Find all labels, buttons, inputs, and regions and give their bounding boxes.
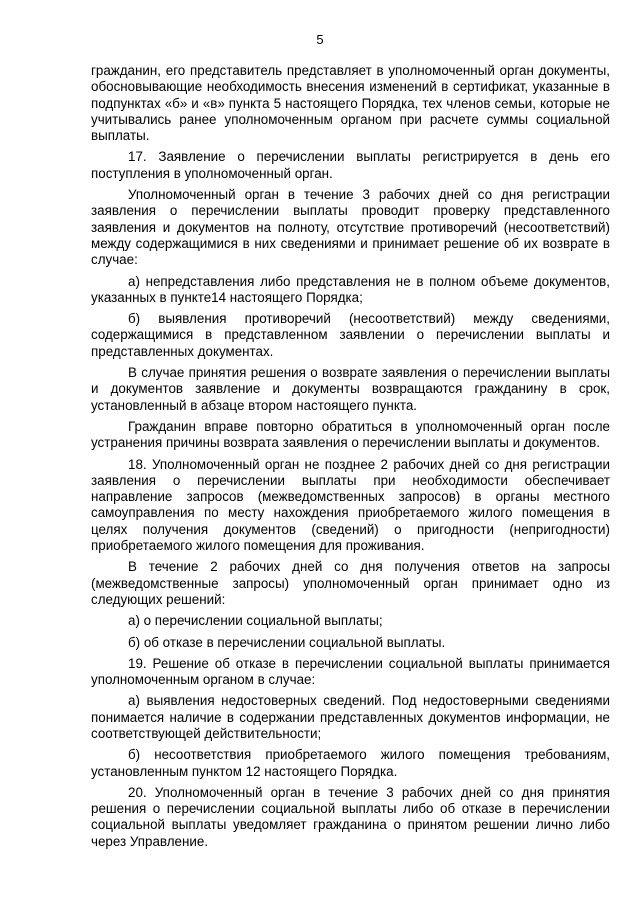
paragraph-item-17: 17. Заявление о перечислении выплаты регистрируется в день его поступления в уполномоченный орган. <box>91 149 610 181</box>
paragraph: Гражданин вправе повторно обратиться в уполномоченный орган после устранения причины возврата заявления о перечислении выплаты и документов. <box>91 418 610 451</box>
document-body <box>91 63 610 855</box>
paragraph-item-18: 18. Уполномоченный орган не позднее 2 рабочих дней со дня регистрации заявления о перечислении выплаты при необходимости обеспечивает направление запросов (межведомственных запросов) в органы местного самоуправления по месту нахождения приобретаемого жилого помещения в целях получения документов (сведений) о пригодности (непригодности) приобретаемого жилого помещения для проживания. <box>91 456 610 554</box>
page-number: 5 <box>316 32 324 47</box>
paragraph: В течение 2 рабочих дней со дня получения ответов на запросы (межведомственные запросы) уполномоченный орган принимает одно из следующих решений: <box>91 559 610 607</box>
paragraph-subitem-b: б) об отказе в перечислении социальной выплаты. <box>128 634 446 650</box>
paragraph-subitem-a: а) выявления недостоверных сведений. Под недостоверными сведениями понимается наличие в содержании представленных документов информации, не соответствующей действительности; <box>91 693 610 741</box>
paragraph-subitem-a: а) непредставления либо представления не в полном объеме документов, указанных в пункте14 настоящего Порядка; <box>91 273 610 305</box>
paragraph-continuation: гражданин, его представитель представляет в уполномоченный орган документы, обосновывающие необходимость внесения изменений в сертификат, указанные в подпунктах «б» и «в» пункта 5 настоящего Порядка, тех членов семьи, которые не учитывались ранее уполномоченным органом при расчете суммы социальной выплаты. <box>91 63 610 144</box>
paragraph: Уполномоченный орган в течение 3 рабочих дней со дня регистрации заявления о перечислении выплаты проводит проверку представленного заявления и документов на полноту, отсутствие противоречий (несоответствий) между содержащимися в них сведениями и принимает решение об их возврате в случае: <box>91 187 610 268</box>
paragraph-item-20: 20. Уполномоченный орган в течение 3 рабочих дней со дня принятия решения о перечислении социальной выплаты либо об отказе в перечислении социальной выплаты уведомляет гражданина о принятом решении лично либо через Управление. <box>91 784 610 849</box>
paragraph-item-19: 19. Решение об отказе в перечислении социальной выплаты принимается уполномоченным органом в случае: <box>91 655 610 688</box>
paragraph-subitem-b: б) несоответствия приобретаемого жилого помещения требованиям, установленным пунктом 12 настоящего Порядка. <box>91 747 610 779</box>
paragraph-subitem-b: б) выявления противоречий (несоответствий) между сведениями, содержащимися в представленном заявлении о перечислении выплаты и представленных документах. <box>91 311 610 359</box>
paragraph: В случае принятия решения о возврате заявления о перечислении выплаты и документов заявление и документы возвращаются гражданину в срок, установленный в абзаце втором настоящего пункта. <box>91 365 610 413</box>
paragraph-subitem-a: а) о перечислении социальной выплаты; <box>128 613 383 629</box>
